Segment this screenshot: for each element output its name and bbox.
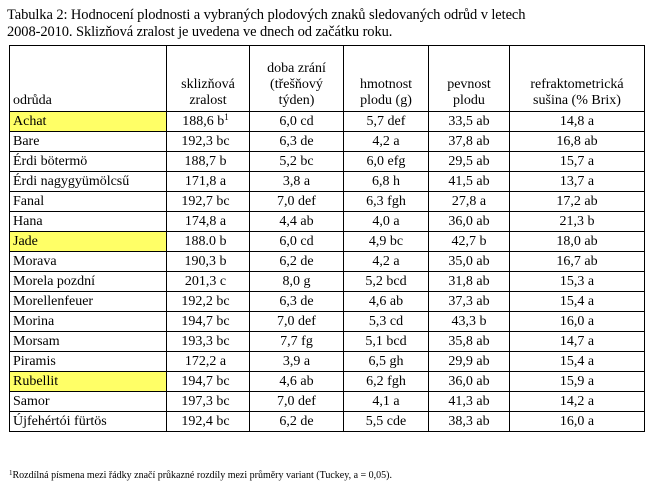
cell-variety-text: Érdi bötermö [13,154,88,169]
cell-fruit-weight-text: 6,2 fgh [366,374,406,389]
header-ripening-time: doba zrání (třešňový týden) [250,46,344,112]
cell-variety-text: Morsam [13,334,60,349]
cell-ripening-time [250,312,344,332]
cell-fruit-weight [344,172,429,192]
cell-ripening-time-text: 7,7 fg [280,334,313,349]
cell-ripening-time-text: 7,0 def [277,314,316,329]
cell-variety [10,352,167,372]
cell-soluble-solids-text: 16,0 a [559,414,595,429]
caption-line-2: 2008-2010. Sklizňová zralost je uvedena ve dnech od začátku roku. [7,24,393,40]
cell-fruit-weight [344,272,429,292]
cell-ripening-time-text: 6,0 cd [279,114,314,129]
cell-variety [10,212,167,232]
cell-harvest-maturity [167,192,250,212]
cell-fruit-weight [344,312,429,332]
cell-fruit-firmness-text: 35,0 ab [448,254,490,269]
cell-harvest-maturity-text: 172,2 a [184,354,227,369]
caption-line-1: Tabulka 2: Hodnocení plodnosti a vybraných plodových znaků sledovaných odrůd v letech [7,7,526,23]
cell-fruit-firmness [429,112,510,132]
cell-fruit-weight [344,292,429,312]
cell-soluble-solids [510,392,645,412]
cell-fruit-weight-text: 4,6 ab [368,294,404,309]
cell-fruit-weight-text: 4,0 a [372,214,400,229]
cell-fruit-weight-text: 4,2 a [372,134,400,149]
cell-ripening-time-text: 4,6 ab [279,374,314,389]
table-row [10,252,645,272]
cell-fruit-weight [344,412,429,432]
cell-fruit-firmness-text: 37,8 ab [448,134,490,149]
cell-fruit-weight-text: 4,9 bc [368,234,404,249]
cell-fruit-firmness [429,212,510,232]
table-row [10,212,645,232]
footnote-mark: 1 [9,469,13,477]
cell-harvest-maturity [167,332,250,352]
cell-ripening-time-text: 4,4 ab [279,214,314,229]
cell-harvest-maturity [167,232,250,252]
cell-fruit-firmness-text: 31,8 ab [448,274,490,289]
cell-variety [10,112,167,132]
cell-variety [10,292,167,312]
cell-harvest-maturity [167,372,250,392]
cell-variety [10,332,167,352]
cell-harvest-maturity [167,392,250,412]
cell-harvest-maturity [167,132,250,152]
cell-ripening-time [250,412,344,432]
cell-fruit-weight-text: 6,0 efg [366,154,406,169]
cell-ripening-time [250,392,344,412]
cell-soluble-solids [510,112,645,132]
cell-soluble-solids [510,192,645,212]
cell-harvest-maturity-text: 193,3 bc [181,334,230,349]
cell-soluble-solids [510,212,645,232]
cell-soluble-solids-text: 18,0 ab [556,234,598,249]
cell-harvest-maturity-text: 188.0 b [184,234,227,249]
cell-fruit-weight [344,232,429,252]
cell-fruit-firmness-text: 42,7 b [451,234,487,249]
cell-soluble-solids [510,152,645,172]
cell-fruit-weight-text: 5,3 cd [368,314,404,329]
header-row [10,46,645,112]
cell-ripening-time [250,332,344,352]
cell-fruit-firmness-text: 35,8 ab [448,334,490,349]
cell-soluble-solids [510,252,645,272]
header-fruit-weight: hmotnost plodu (g) [344,46,429,112]
cell-ripening-time-text: 8,0 g [282,274,311,289]
table-row [10,192,645,212]
cell-harvest-maturity [167,292,250,312]
cell-soluble-solids [510,332,645,352]
cell-variety-text: Morina [13,314,55,329]
table-row [10,412,645,432]
cell-soluble-solids-text: 15,4 a [559,294,595,309]
cell-harvest-maturity-text: 194,7 bc [181,374,230,389]
cell-ripening-time [250,212,344,232]
cell-ripening-time [250,192,344,212]
cell-variety [10,132,167,152]
cell-harvest-maturity [167,252,250,272]
footnote-text: Rozdílná písmena mezi řádky značí průkazné rozdíly mezi průměry variant (Tuckey, a = 0,05). [12,470,392,481]
cell-harvest-maturity [167,352,250,372]
cell-harvest-maturity-text: 171,8 a [184,174,227,189]
table-row [10,392,645,412]
cell-soluble-solids-text: 13,7 a [559,174,595,189]
table-row [10,312,645,332]
cell-soluble-solids [510,292,645,312]
cell-variety [10,412,167,432]
cell-fruit-firmness [429,152,510,172]
cell-fruit-firmness-text: 29,5 ab [448,154,490,169]
cell-soluble-solids [510,352,645,372]
header-soluble-solids: refraktometrická sušina (% Brix) [510,46,645,112]
cell-fruit-firmness [429,352,510,372]
cell-ripening-time [250,172,344,192]
cell-soluble-solids [510,232,645,252]
cell-fruit-firmness-text: 36,0 ab [448,214,490,229]
cell-soluble-solids-text: 16,8 ab [556,134,598,149]
cell-ripening-time-text: 6,2 de [279,414,314,429]
cell-harvest-maturity-text: 192,7 bc [181,194,230,209]
cell-variety [10,172,167,192]
cell-harvest-maturity-text: 188,6 b [182,114,225,129]
cell-fruit-firmness [429,332,510,352]
cell-fruit-firmness [429,292,510,312]
cell-fruit-weight-text: 5,5 cde [365,414,407,429]
cell-variety-text: Morela pozdní [13,274,96,289]
cell-variety [10,232,167,252]
cell-variety-text: Morellenfeuer [13,294,94,309]
table-caption [7,7,607,41]
cell-fruit-firmness-text: 36,0 ab [448,374,490,389]
cell-ripening-time-text: 6,0 cd [279,234,314,249]
cell-soluble-solids-text: 14,8 a [559,114,595,129]
cell-fruit-firmness [429,372,510,392]
cell-soluble-solids-text: 15,4 a [559,354,595,369]
table-row [10,132,645,152]
cell-ripening-time-text: 5,2 bc [279,154,314,169]
cell-fruit-weight-text: 5,2 bcd [365,274,407,289]
cell-variety [10,392,167,412]
table-row [10,232,645,252]
cell-variety-text: Samor [13,394,50,409]
cell-fruit-firmness [429,132,510,152]
cell-harvest-maturity-text: 201,3 c [184,274,227,289]
cell-harvest-maturity [167,412,250,432]
cell-fruit-firmness [429,252,510,272]
cell-fruit-firmness-text: 33,5 ab [448,114,490,129]
cell-fruit-firmness [429,312,510,332]
cell-fruit-firmness-text: 29,9 ab [448,354,490,369]
cell-fruit-weight-text: 6,3 fgh [366,194,406,209]
cell-variety [10,192,167,212]
cell-fruit-weight [344,152,429,172]
cell-fruit-weight [344,132,429,152]
cell-harvest-maturity-text: 192,2 bc [181,294,230,309]
cell-fruit-weight-text: 6,8 h [372,174,400,189]
cell-ripening-time-text: 6,3 de [279,294,314,309]
cell-fruit-firmness [429,232,510,252]
cell-variety-text: Bare [13,134,40,149]
cell-soluble-solids [510,372,645,392]
cell-harvest-maturity [167,272,250,292]
cell-soluble-solids [510,172,645,192]
cell-variety-text: Hana [13,214,43,229]
cell-fruit-weight [344,332,429,352]
cell-fruit-weight-text: 4,2 a [372,254,400,269]
table-row [10,112,645,132]
cell-fruit-firmness-text: 37,3 ab [448,294,490,309]
cell-harvest-maturity [167,212,250,232]
cell-variety [10,252,167,272]
cell-ripening-time [250,292,344,312]
cell-soluble-solids-text: 15,9 a [559,374,595,389]
cell-fruit-weight [344,112,429,132]
cell-fruit-firmness-text: 43,3 b [451,314,487,329]
cell-variety [10,272,167,292]
cell-harvest-maturity [167,112,250,132]
cell-ripening-time [250,112,344,132]
cell-soluble-solids-text: 16,7 ab [556,254,598,269]
cell-harvest-maturity [167,152,250,172]
cell-soluble-solids-text: 15,3 a [559,274,595,289]
cell-soluble-solids [510,132,645,152]
cell-harvest-maturity-text: 192,3 bc [181,134,230,149]
cell-fruit-weight-text: 5,7 def [366,114,406,129]
cell-fruit-firmness-text: 41,5 ab [448,174,490,189]
cell-soluble-solids-text: 15,7 a [559,154,595,169]
cell-variety [10,312,167,332]
cell-variety-text: Fanal [13,194,45,209]
table-row [10,272,645,292]
cell-fruit-firmness-text: 41,3 ab [448,394,490,409]
cell-fruit-firmness [429,272,510,292]
table-row [10,152,645,172]
cell-ripening-time [250,132,344,152]
cell-soluble-solids-text: 21,3 b [559,214,595,229]
cell-fruit-firmness [429,392,510,412]
cell-fruit-firmness-text: 38,3 ab [448,414,490,429]
cell-ripening-time [250,272,344,292]
header-fruit-firmness: pevnost plodu [429,46,510,112]
cell-fruit-weight-text: 6,5 gh [368,354,404,369]
cell-fruit-weight [344,192,429,212]
header-harvest-maturity: sklizňová zralost [167,46,250,112]
cell-harvest-maturity [167,172,250,192]
cell-fruit-weight [344,372,429,392]
cell-harvest-maturity-text: 192,4 bc [181,414,230,429]
cell-soluble-solids-text: 16,0 a [559,314,595,329]
cell-fruit-weight [344,352,429,372]
cell-ripening-time [250,352,344,372]
cell-ripening-time [250,372,344,392]
cell-fruit-firmness [429,192,510,212]
cell-ripening-time [250,252,344,272]
cell-harvest-maturity-text: 174,8 a [184,214,227,229]
cell-ripening-time-text: 3,9 a [282,354,311,369]
cell-soluble-solids [510,312,645,332]
cell-ripening-time-text: 7,0 def [277,194,316,209]
cell-ripening-time [250,152,344,172]
cell-variety-text: Rubellit [13,374,59,389]
table-row [10,292,645,312]
cell-fruit-weight [344,212,429,232]
table-row [10,332,645,352]
cell-fruit-weight [344,252,429,272]
table-row [10,172,645,192]
cell-variety [10,372,167,392]
cell-variety-text: Újfehértói fürtös [13,414,107,429]
table-row [10,372,645,392]
superscript-mark: 1 [224,112,229,122]
cell-soluble-solids [510,412,645,432]
cell-harvest-maturity-text: 188,7 b [184,154,227,169]
footnote [9,470,392,482]
cell-variety-text: Piramis [13,354,56,369]
cherry-variety-table [9,45,645,432]
cell-ripening-time-text: 7,0 def [277,394,316,409]
table-row [10,352,645,372]
cell-fruit-weight [344,392,429,412]
cell-ripening-time-text: 6,2 de [279,254,314,269]
cell-variety-text: Achat [13,114,47,129]
cell-soluble-solids-text: 17,2 ab [556,194,598,209]
cell-soluble-solids-text: 14,2 a [559,394,595,409]
cell-harvest-maturity-text: 194,7 bc [181,314,230,329]
cell-variety-text: Morava [13,254,57,269]
cell-fruit-firmness [429,172,510,192]
cell-variety [10,152,167,172]
cell-variety-text: Érdi nagygyümölcsű [13,174,130,189]
cell-fruit-firmness-text: 27,8 a [451,194,487,209]
cell-ripening-time [250,232,344,252]
cell-harvest-maturity [167,312,250,332]
cell-fruit-weight-text: 5,1 bcd [365,334,407,349]
cell-fruit-firmness [429,412,510,432]
cell-soluble-solids-text: 14,7 a [559,334,595,349]
header-variety: odrůda [10,46,167,112]
cell-ripening-time-text: 3,8 a [282,174,311,189]
cell-soluble-solids [510,272,645,292]
cell-fruit-weight-text: 4,1 a [372,394,400,409]
cell-harvest-maturity-text: 197,3 bc [181,394,230,409]
cell-harvest-maturity-text: 190,3 b [184,254,227,269]
cell-variety-text: Jade [13,234,38,249]
cell-ripening-time-text: 6,3 de [279,134,314,149]
